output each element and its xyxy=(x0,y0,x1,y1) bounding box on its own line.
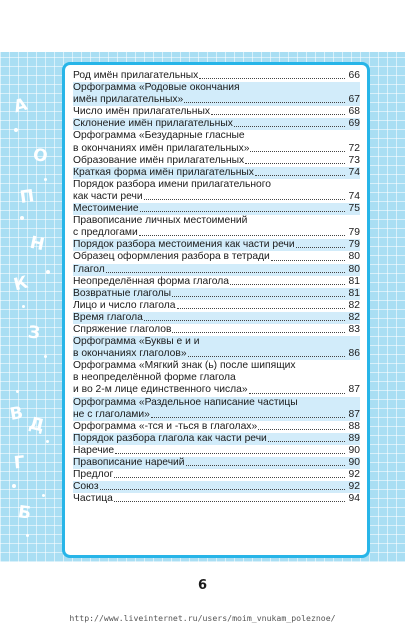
toc-entry[interactable] xyxy=(73,179,360,203)
dot-leader xyxy=(140,211,345,212)
toc-page-number: 74 xyxy=(348,166,360,178)
toc-page-number: 82 xyxy=(348,299,360,311)
toc-entry[interactable] xyxy=(73,155,360,167)
toc-entry[interactable] xyxy=(73,70,360,82)
dot-leader xyxy=(188,356,345,357)
toc-page-number: 86 xyxy=(348,348,360,360)
decorative-dot xyxy=(20,216,24,220)
toc-entry[interactable] xyxy=(73,203,360,215)
toc-entry-title: Глагол xyxy=(73,263,105,275)
dot-leader xyxy=(250,151,345,152)
table-of-contents xyxy=(73,70,360,505)
dot-leader xyxy=(296,247,345,248)
decorative-letter: Д xyxy=(26,413,47,437)
toc-entry-title: Орфограмма «Родовые окончания xyxy=(73,82,240,94)
toc-entry[interactable] xyxy=(73,130,360,154)
dot-leader xyxy=(271,260,345,261)
toc-entry[interactable] xyxy=(73,300,360,312)
toc-entry[interactable] xyxy=(73,215,360,239)
toc-page-number: 69 xyxy=(348,118,360,130)
dot-leader xyxy=(106,272,345,273)
toc-page-number: 90 xyxy=(348,444,360,456)
toc-entry-title: Местоимение xyxy=(73,203,139,215)
toc-entry-title: Спряжение глаголов xyxy=(73,323,172,335)
toc-entry[interactable] xyxy=(73,312,360,324)
decorative-dot xyxy=(44,178,47,181)
toc-entry[interactable] xyxy=(73,481,360,493)
toc-page-number: 66 xyxy=(348,70,360,81)
toc-entry-title: Образование имён прилагательных xyxy=(73,154,245,166)
toc-entry-title: Наречие xyxy=(73,444,115,456)
toc-page-number: 73 xyxy=(348,154,360,166)
decorative-dot xyxy=(26,534,29,537)
toc-entry-title: Орфограмма «Мягкий знак (ь) после шипящих xyxy=(73,360,296,372)
dot-leader xyxy=(151,417,345,418)
toc-entry-title: Лицо и число глагола xyxy=(73,299,176,311)
toc-page-number: 67 xyxy=(348,94,360,106)
dot-leader xyxy=(211,114,345,115)
toc-entry[interactable] xyxy=(73,457,360,469)
toc-entry-title: Орфограмма «Безударные гласные xyxy=(73,130,245,142)
toc-entry-title: Правописание наречий xyxy=(73,457,185,468)
toc-page-number: 80 xyxy=(348,251,360,263)
toc-entry[interactable] xyxy=(73,421,360,433)
dot-leader xyxy=(100,489,345,490)
toc-entry[interactable] xyxy=(73,397,360,421)
dot-leader xyxy=(144,199,345,200)
dot-leader xyxy=(255,175,345,176)
watermark-url: http://www.liveinternet.ru/users/moim_vnukam_poleznoe/ xyxy=(69,613,336,623)
toc-entry[interactable] xyxy=(73,469,360,481)
toc-page-number: 87 xyxy=(348,384,360,396)
toc-page-number: 92 xyxy=(348,481,360,493)
decorative-dot xyxy=(46,440,49,443)
toc-entry-title: имён прилагательных» xyxy=(73,94,184,106)
toc-entry[interactable] xyxy=(73,360,360,396)
toc-page-number: 92 xyxy=(348,469,360,481)
dot-leader xyxy=(139,235,345,236)
dot-leader xyxy=(186,465,345,466)
toc-entry-title: Орфограмма «Раздельное написание частицы xyxy=(73,396,298,408)
dot-leader xyxy=(114,501,345,502)
toc-page-number: 81 xyxy=(348,275,360,287)
dot-leader xyxy=(114,477,345,478)
decorative-letter: Б xyxy=(16,502,33,524)
decorative-dot xyxy=(16,390,19,393)
dot-leader xyxy=(144,320,345,321)
toc-entry[interactable] xyxy=(73,251,360,263)
decorative-letter: Н xyxy=(28,232,47,256)
toc-entry[interactable] xyxy=(73,445,360,457)
toc-entry-title: не с глаголами» xyxy=(73,408,150,420)
toc-entry-title: Порядок разбора глагола как части речи xyxy=(73,432,267,444)
dot-leader xyxy=(199,78,345,79)
toc-entry-title: с предлогами xyxy=(73,227,138,239)
toc-page-number: 80 xyxy=(348,263,360,275)
toc-entry[interactable] xyxy=(73,336,360,360)
decorative-dot xyxy=(46,270,50,274)
dot-leader xyxy=(268,441,345,442)
decorative-dot xyxy=(12,484,16,488)
toc-page-number: 94 xyxy=(348,493,360,505)
toc-page-number: 89 xyxy=(348,432,360,444)
decorative-letter: А xyxy=(11,94,30,118)
toc-entry[interactable] xyxy=(73,118,360,130)
decorative-dot xyxy=(42,494,45,497)
toc-entry-title: в неопределённой форме глагола xyxy=(73,372,236,384)
toc-entry[interactable] xyxy=(73,82,360,106)
toc-entry-title: в окончаниях глаголов» xyxy=(73,348,187,360)
decorative-dot xyxy=(14,128,18,132)
toc-page-number: 79 xyxy=(348,227,360,239)
toc-entry-title: Частица xyxy=(73,493,113,505)
dot-leader xyxy=(245,163,345,164)
dot-leader xyxy=(230,284,345,285)
decorative-letter: З xyxy=(26,322,42,344)
dot-leader xyxy=(172,332,345,333)
toc-entry-title: Орфограмма «-тся и -ться в глаголах» xyxy=(73,420,258,432)
toc-entry-title: Предлог xyxy=(73,469,114,481)
toc-entry-title: и во 2-м лице единственного числа» xyxy=(73,384,248,396)
toc-entry-title: Порядок разбора местоимения как части речи xyxy=(73,239,295,251)
dot-leader xyxy=(172,296,345,297)
toc-entry[interactable] xyxy=(73,493,360,505)
toc-entry-title: Союз xyxy=(73,481,99,493)
dot-leader xyxy=(115,453,345,454)
dot-leader xyxy=(184,102,345,103)
toc-page-number: 82 xyxy=(348,311,360,323)
toc-page-number: 88 xyxy=(348,420,360,432)
toc-entry[interactable] xyxy=(73,167,360,179)
toc-entry-title: Возвратные глаголы xyxy=(73,287,171,299)
dot-leader xyxy=(177,308,346,309)
dot-leader xyxy=(249,393,345,394)
page-number: 6 xyxy=(197,578,208,593)
decorative-letter: В xyxy=(8,403,25,425)
decorative-letter: П xyxy=(18,186,36,208)
toc-entry-title: Время глагола xyxy=(73,311,143,323)
dot-leader xyxy=(234,126,345,127)
toc-page-number: 83 xyxy=(348,323,360,335)
decorative-dot xyxy=(22,305,25,308)
toc-entry-title: Правописание личных местоимений xyxy=(73,215,248,227)
decorative-dot xyxy=(44,355,47,358)
toc-entry[interactable] xyxy=(73,324,360,336)
toc-entry[interactable] xyxy=(73,239,360,251)
decorative-letter: О xyxy=(31,144,50,168)
toc-entry-title: Род имён прилагательных xyxy=(73,70,199,81)
toc-entry[interactable] xyxy=(73,288,360,300)
toc-entry-title: Число имён прилагательных xyxy=(73,106,210,118)
toc-page-number: 90 xyxy=(348,457,360,468)
toc-page-number: 87 xyxy=(348,408,360,420)
toc-page-number: 74 xyxy=(348,190,360,202)
toc-page-number: 72 xyxy=(348,142,360,154)
toc-entry-title: Склонение имён прилагательных xyxy=(73,118,233,130)
toc-entry-title: Орфограмма «Буквы е и и xyxy=(73,336,200,348)
dot-leader xyxy=(258,429,345,430)
toc-entry-title: как части речи xyxy=(73,190,143,202)
toc-page-number: 68 xyxy=(348,106,360,118)
toc-entry[interactable] xyxy=(73,433,360,445)
toc-entry[interactable] xyxy=(73,264,360,276)
decorative-letter: К xyxy=(11,272,31,296)
toc-entry-title: Образец оформления разбора в тетради xyxy=(73,251,270,263)
toc-entry-title: Неопределённая форма глагола xyxy=(73,275,229,287)
toc-page-number: 75 xyxy=(348,203,360,215)
toc-page-number: 79 xyxy=(348,239,360,251)
decorative-letter: Г xyxy=(12,452,26,474)
toc-entry[interactable] xyxy=(73,106,360,118)
toc-entry[interactable] xyxy=(73,276,360,288)
toc-entry-title: Порядок разбора имени прилагательного xyxy=(73,178,271,190)
toc-page-number: 81 xyxy=(348,287,360,299)
toc-entry-title: Краткая форма имён прилагательных xyxy=(73,166,254,178)
toc-entry-title: в окончаниях имён прилагательных» xyxy=(73,142,250,154)
